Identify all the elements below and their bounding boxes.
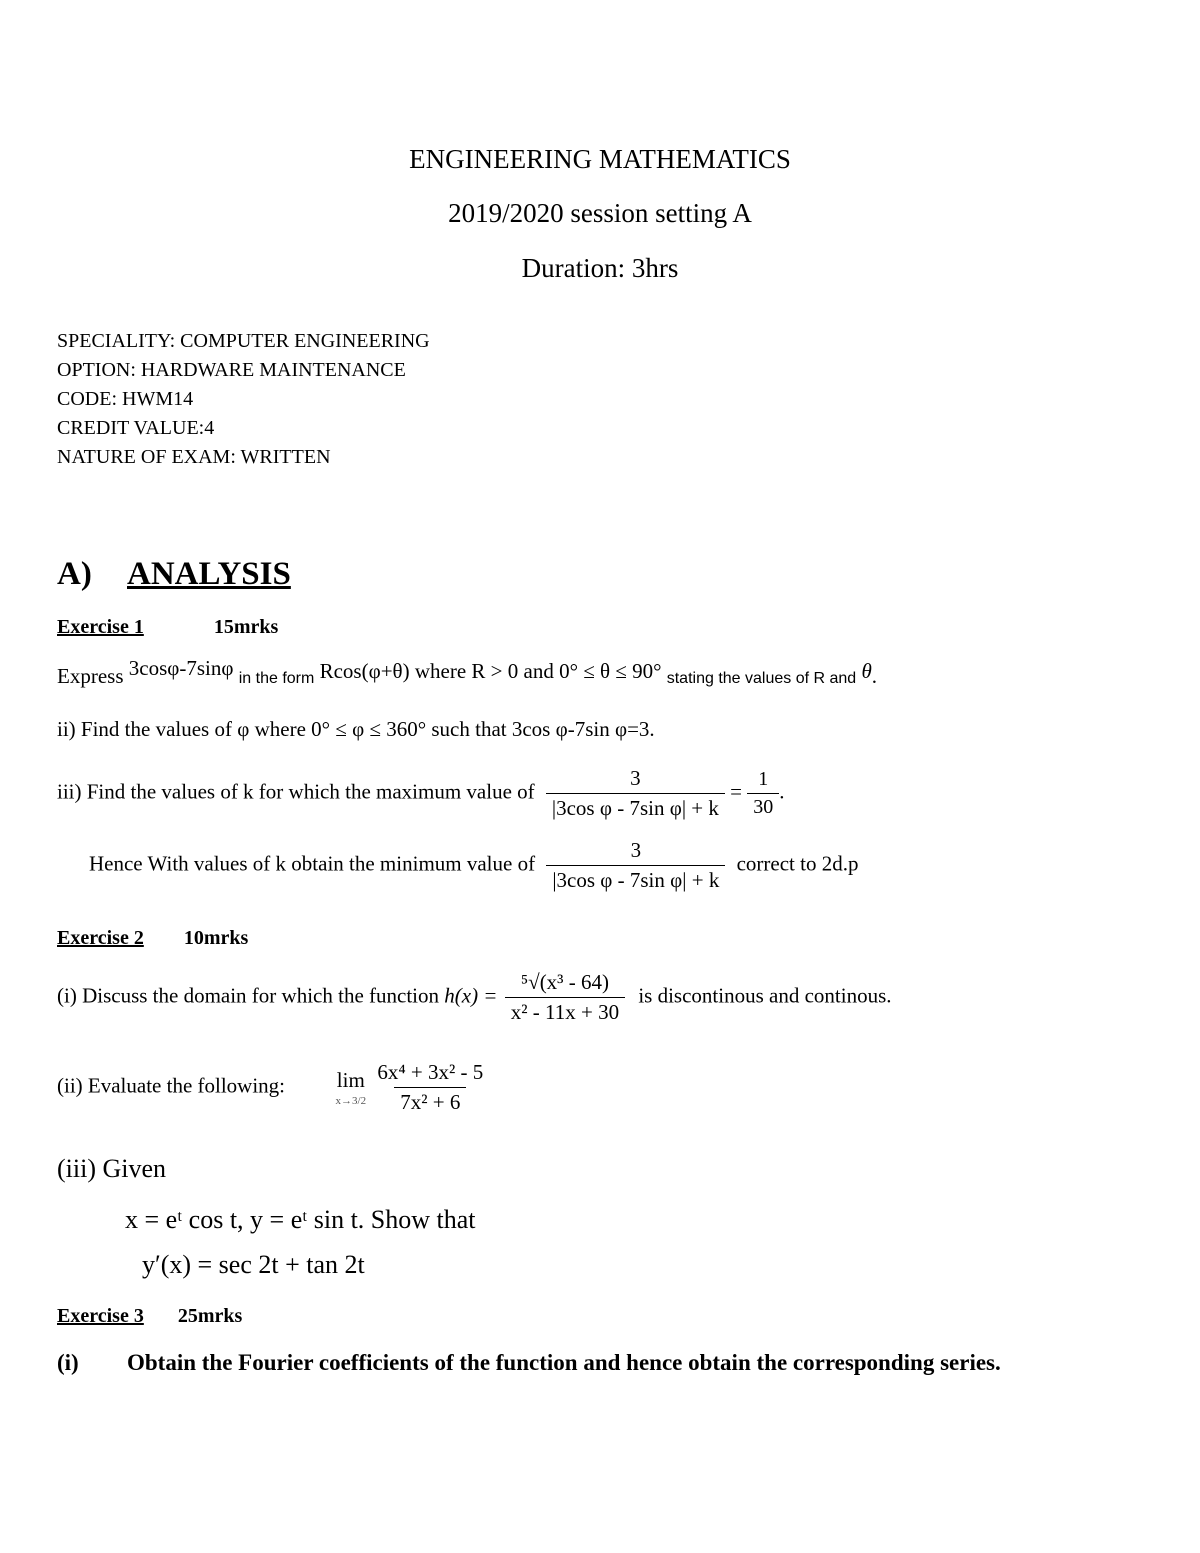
code-line: CODE: HWM14 [57,388,194,410]
stating-text: stating the values of R and [666,670,857,687]
q1-period: . [871,664,878,688]
expression: 3cosφ-7sinφ [128,656,234,680]
exercise-2-heading [57,927,248,950]
lim-subscript: x→3/2 [335,1095,367,1107]
e2q1-denominator: x² - 11x + 30 [505,997,625,1025]
e2q2-prefix: (ii) Evaluate the following: [57,1073,286,1098]
q3-rhs-denominator: 30 [747,793,779,819]
express-word: Express [57,664,124,688]
exercise-1-marks: 15mrks [213,616,279,638]
exercise-3-question-1 [57,1350,1001,1376]
exercise-1-heading [57,616,278,639]
q3-denominator: |3cos φ - 7sin φ| + k [546,793,725,821]
q4-numerator: 3 [630,838,642,862]
limit-operator [336,1068,367,1107]
e2q1-function: h(x) = [444,983,498,1008]
e2q2-denominator: 7x² + 6 [394,1087,466,1115]
session-line: 2019/2020 session setting A [448,198,752,228]
exercise-1-question-4 [89,838,858,893]
exercise-1-question-1 [57,656,878,689]
q3-rhs-fraction [747,768,779,819]
q3-prefix: iii) Find the values of k for which the maximum value of [57,779,535,804]
q3-fraction [546,766,725,821]
section-label: A) [57,556,92,592]
q4-prefix: Hence With values of k obtain the minimum value of [89,851,536,876]
speciality-line: SPECIALITY: COMPUTER ENGINEERING [57,330,430,352]
where-condition: where R > 0 and 0° ≤ θ ≤ 90° [414,659,662,683]
theta-symbol: θ [861,659,872,683]
e2q2-numerator: 6x⁴ + 3x² - 5 [377,1060,484,1084]
exam-meta [57,327,430,472]
q3-equals: = [730,779,742,804]
credit-line: CREDIT VALUE:4 [57,417,215,439]
exercise-2-name: Exercise 2 [57,927,144,949]
q3-rhs-numerator: 1 [758,768,769,790]
duration-line: Duration: 3hrs [521,253,679,283]
exercise-3-name: Exercise 3 [57,1305,144,1327]
form-expression: Rcos(φ+θ) [319,659,410,683]
exercise-2-marks: 10mrks [183,927,249,949]
e2q3-line-2: y′(x) = sec 2t + tan 2t [142,1250,365,1279]
exercise-1-question-2: ii) Find the values of φ where 0° ≤ φ ≤ 360° such that 3cos φ-7sin φ=3. [57,717,655,741]
q4-suffix: correct to 2d.p [736,851,859,876]
section-title: ANALYSIS [127,556,291,592]
section-heading [57,556,291,593]
e2q2-fraction [371,1060,489,1115]
exercise-2-question-2 [57,1060,489,1115]
exercise-2-question-1 [57,970,892,1025]
e2q1-suffix: is discontinous and continous. [638,983,892,1008]
e2q1-numerator: ⁵√(x³ - 64) [520,970,609,994]
e2q1-fraction [505,970,625,1025]
page-title: ENGINEERING MATHEMATICS [409,144,791,174]
q3-numerator: 3 [630,766,641,790]
e2q3-line-1: x = eᵗ cos t, y = eᵗ sin t. Show that [125,1205,476,1234]
option-line: OPTION: HARDWARE MAINTENANCE [57,359,406,381]
e3q1-text: Obtain the Fourier coefficients of the function and hence obtain the corresponding series. [127,1350,1001,1375]
e2q3-given: (iii) Given [57,1154,167,1183]
exercise-3-heading [57,1305,242,1328]
q4-fraction [546,838,725,893]
lim-word: lim [336,1068,365,1092]
in-the-form: in the form [238,670,315,687]
exercise-3-marks: 25mrks [177,1305,243,1327]
nature-line: NATURE OF EXAM: WRITTEN [57,446,331,468]
e3q1-label: (i) [57,1350,79,1375]
exercise-1-question-3 [57,766,785,821]
exercise-1-name: Exercise 1 [57,616,144,638]
e2q1-prefix: (i) Discuss the domain for which the function [57,983,439,1008]
q4-denominator: |3cos φ - 7sin φ| + k [546,865,725,893]
q3-end: . [779,779,785,804]
